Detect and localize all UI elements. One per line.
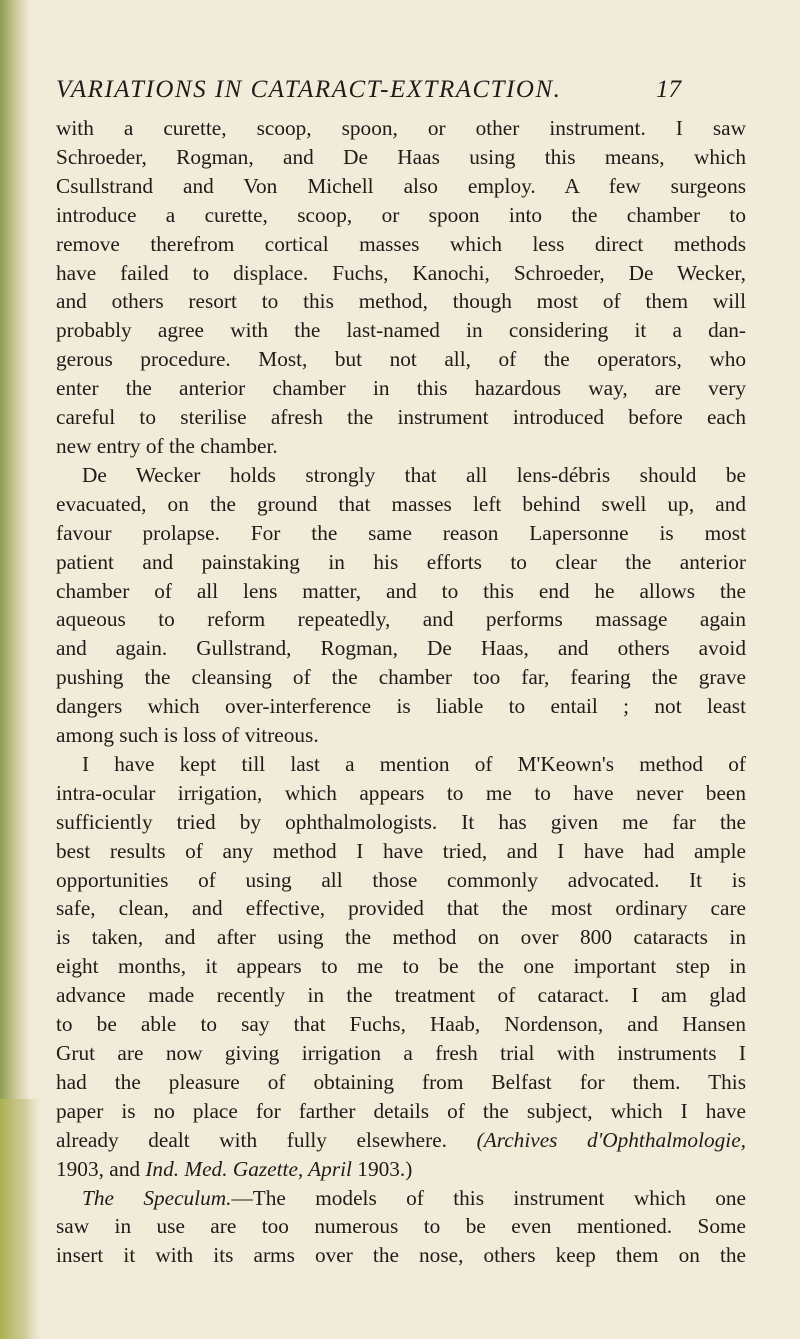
text-line: evacuated, on the ground that masses left behind swell up, and bbox=[56, 491, 746, 516]
text-line: Grut are now giving irrigation a fresh trial with instruments I bbox=[56, 1041, 746, 1065]
body-text bbox=[56, 114, 746, 1270]
text-line: have failed to displace. Fuchs, Kanochi, Schroeder, De Wecker, bbox=[56, 260, 746, 285]
section-heading: The Speculum. bbox=[82, 1185, 232, 1210]
text-line: probably agree with the last-named in considering it a dan- bbox=[56, 318, 746, 343]
text-line: gerous procedure. Most, but not all, of the operators, who bbox=[56, 347, 746, 372]
text-line: pushing the cleansing of the chamber too far, fearing the grave bbox=[56, 665, 746, 690]
text-fragment: already dealt with fully elsewhere. bbox=[56, 1127, 448, 1152]
citation-journal: Archives d'Ophthalmologie, bbox=[483, 1127, 746, 1152]
text-line: favour prolapse. For the same reason Lapersonne is most bbox=[56, 520, 746, 545]
text-line: dangers which over-interference is liable to entail ; not least bbox=[56, 694, 746, 719]
text-line: remove therefrom cortical masses which less direct methods bbox=[56, 231, 746, 256]
text-line: new entry of the chamber. bbox=[56, 433, 278, 458]
text-fragment: —The models of this instrument which one bbox=[231, 1185, 746, 1210]
citation-open: ( bbox=[476, 1127, 484, 1152]
citation-year: 1903, and bbox=[56, 1156, 140, 1181]
text-line: is taken, and after using the method on over 800 cataracts in bbox=[56, 925, 746, 950]
text-line: to be able to say that Fuchs, Haab, Nordenson, and Hansen bbox=[56, 1012, 746, 1037]
text-line: enter the anterior chamber in this hazardous way, are very bbox=[56, 376, 746, 401]
text-line: safe, clean, and effective, provided that the most ordinary care bbox=[56, 896, 746, 921]
citation-journal-2: Ind. Med. Gazette, April bbox=[145, 1156, 352, 1181]
text-line: saw in use are too numerous to be even mentioned. Some bbox=[56, 1214, 746, 1239]
text-line: among such is loss of vitreous. bbox=[56, 723, 319, 748]
text-line: with a curette, scoop, spoon, or other instrument. I saw bbox=[56, 116, 746, 140]
citation-year-2: 1903.) bbox=[357, 1156, 413, 1181]
text-line: introduce a curette, scoop, or spoon into the chamber to bbox=[56, 202, 746, 227]
page-number: 17 bbox=[656, 76, 681, 103]
text-line: chamber of all lens matter, and to this end he allows the bbox=[56, 578, 746, 603]
text-line: Csullstrand and Von Michell also employ. A few surgeons bbox=[56, 173, 746, 198]
running-title: VARIATIONS IN CATARACT-EXTRACTION. bbox=[56, 76, 562, 103]
text-line: and others resort to this method, though most of them will bbox=[56, 289, 746, 314]
text-line: intra-ocular irrigation, which appears to me to have never been bbox=[56, 780, 746, 805]
text-line: Schroeder, Rogman, and De Haas using this means, which bbox=[56, 144, 746, 169]
citation-line bbox=[56, 1126, 746, 1155]
text-line: paper is no place for farther details of the subject, which I have bbox=[56, 1098, 746, 1123]
text-line: sufficiently tried by ophthalmologists. It has given me far the bbox=[56, 809, 746, 834]
text-line: best results of any method I have tried, and I have had ample bbox=[56, 838, 746, 863]
text-line: had the pleasure of obtaining from Belfast for them. This bbox=[56, 1069, 746, 1094]
paragraph-start: De Wecker holds strongly that all lens-débris should be bbox=[82, 462, 746, 487]
text-line: and again. Gullstrand, Rogman, De Haas, and others avoid bbox=[56, 636, 746, 661]
text-line: opportunities of using all those commonly advocated. It is bbox=[56, 867, 746, 892]
citation-line bbox=[56, 1155, 746, 1184]
text-line: aqueous to reform repeatedly, and performs massage again bbox=[56, 607, 746, 632]
text-line: advance made recently in the treatment of cataract. I am glad bbox=[56, 983, 746, 1008]
text-line: insert it with its arms over the nose, others keep them on the bbox=[56, 1243, 746, 1268]
binding-stain bbox=[0, 1099, 40, 1339]
text-line: careful to sterilise afresh the instrument introduced before each bbox=[56, 405, 746, 430]
section-line bbox=[56, 1184, 746, 1213]
running-head bbox=[56, 76, 681, 110]
paragraph-start: I have kept till last a mention of M'Keown's method of bbox=[82, 751, 746, 776]
text-line: patient and painstaking in his efforts to clear the anterior bbox=[56, 549, 746, 574]
text-line: eight months, it appears to me to be the one important step in bbox=[56, 954, 746, 979]
